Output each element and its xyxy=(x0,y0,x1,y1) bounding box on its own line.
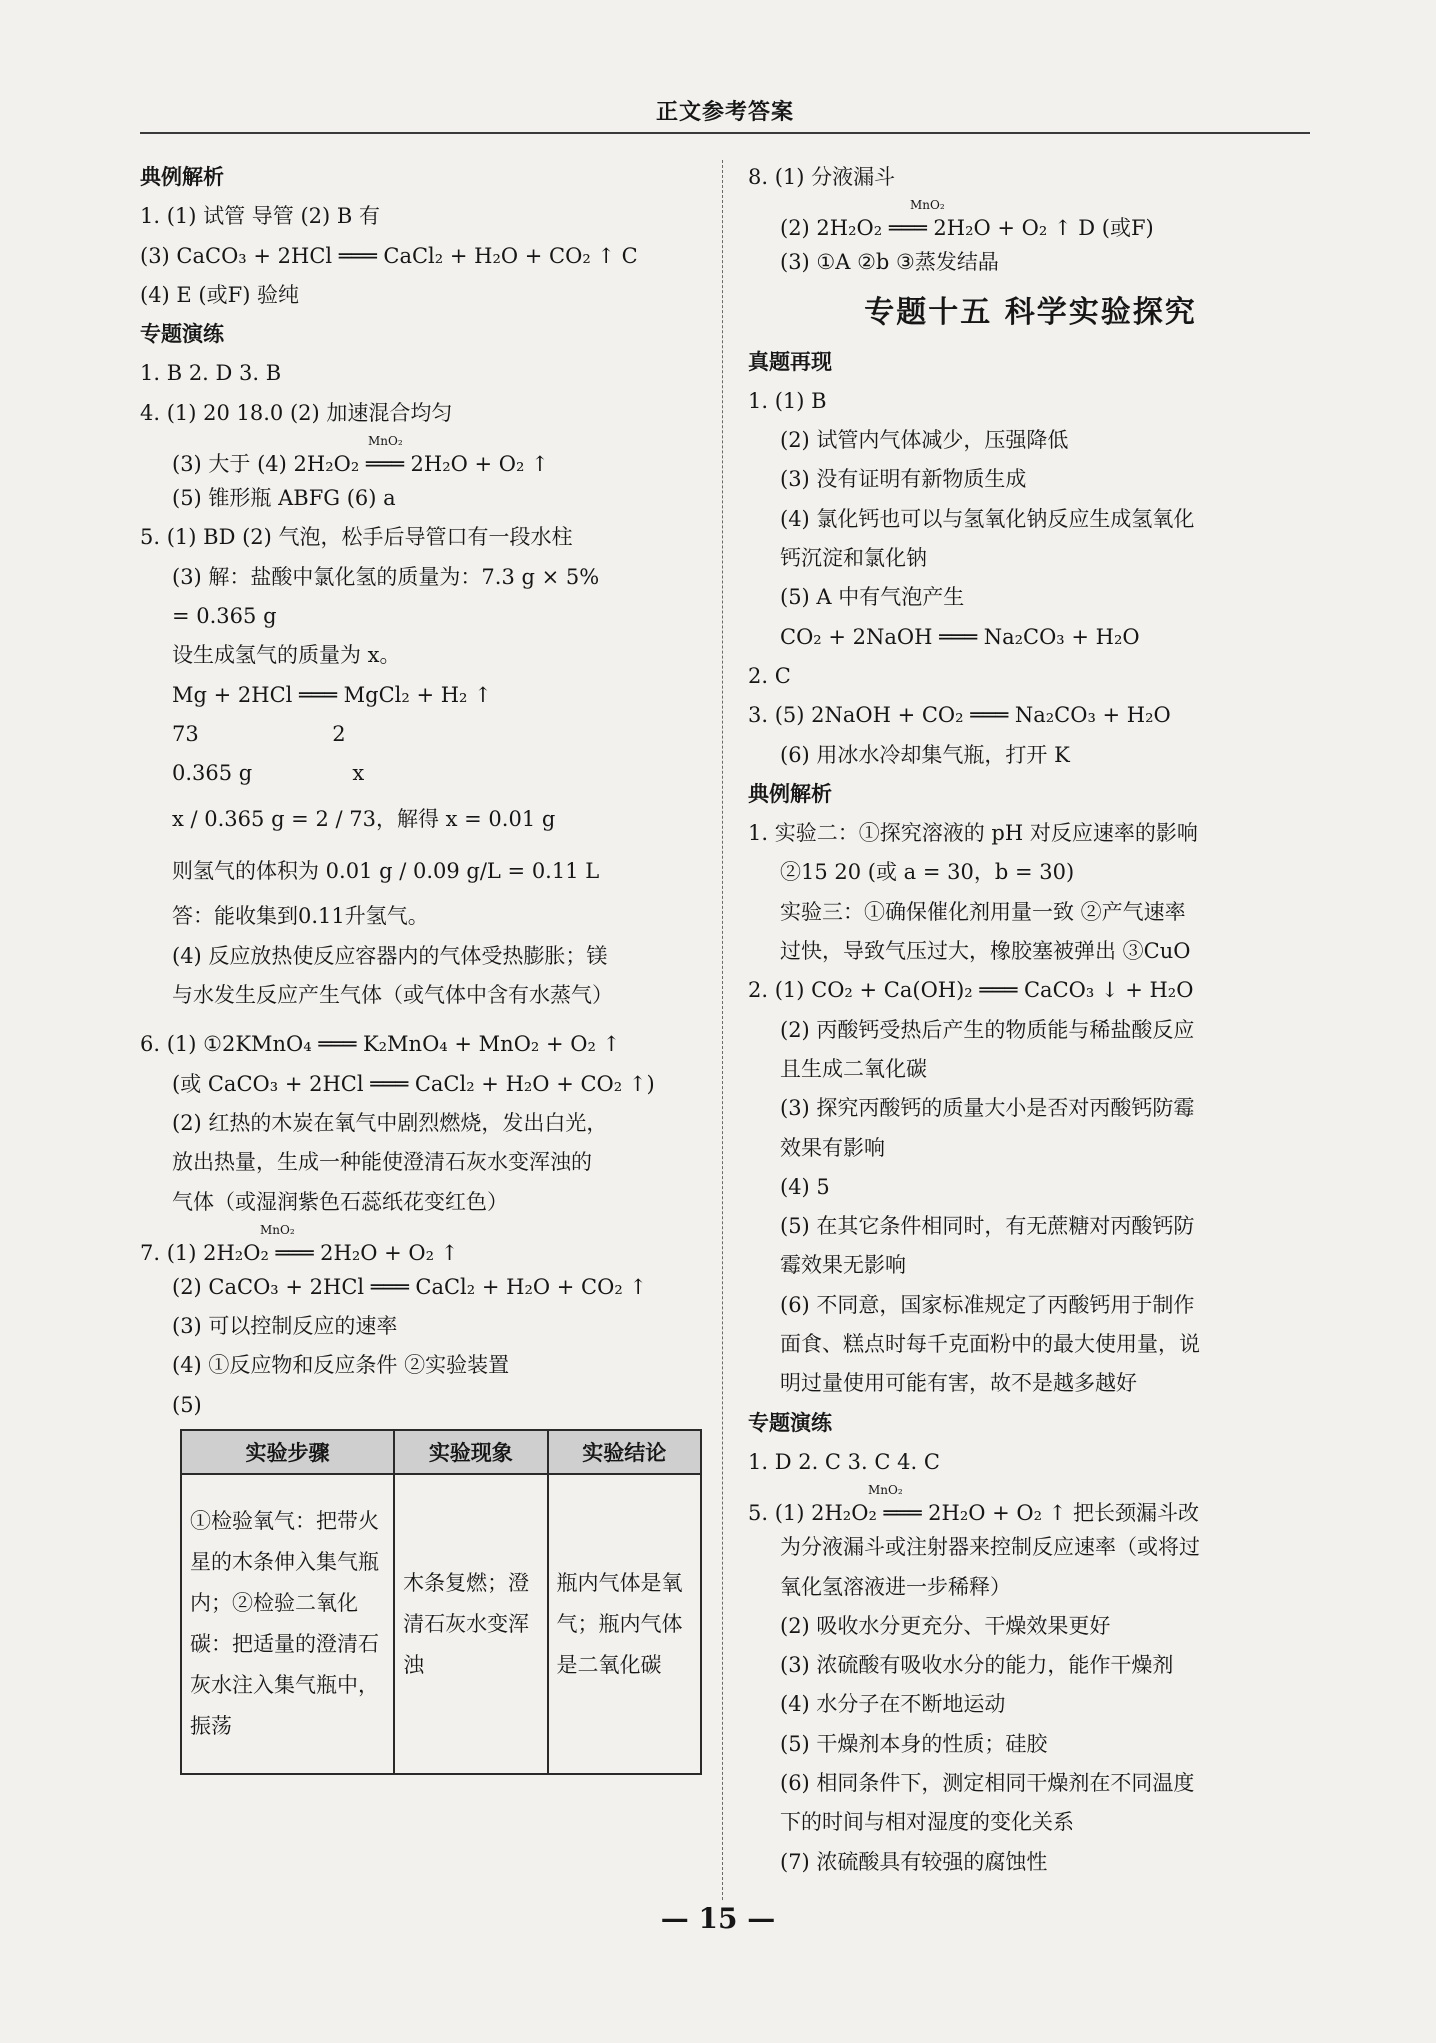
answer-line: (4) ①反应物和反应条件 ②实验装置 xyxy=(172,1353,510,1378)
table-cell: 瓶内气体是氧气；瓶内气体是二氧化碳 xyxy=(548,1474,701,1774)
right-column xyxy=(748,158,1313,1882)
answer-line: 设生成氢气的质量为 x。 xyxy=(172,643,401,668)
page-number: — 15 — xyxy=(660,1902,776,1935)
answer-line: 过快，导致气压过大，橡胶塞被弹出 ③CuO xyxy=(780,939,1191,964)
left-column xyxy=(140,158,705,1775)
answer-line: 实验三：①确保催化剂用量一致 ②产气速率 xyxy=(780,899,1186,924)
header-title: 正文参考答案 xyxy=(655,100,794,125)
equation-line: 0.365 g x xyxy=(172,761,365,786)
equation-line: 73 2 xyxy=(172,721,346,746)
answer-line: 2. (1) CO₂ + Ca(OH)₂ ═══ CaCO₃ ↓ + H₂O xyxy=(748,978,1194,1003)
answer-line: 3. (5) 2NaOH + CO₂ ═══ Na₂CO₃ + H₂O xyxy=(748,703,1171,728)
answer-line: 钙沉淀和氯化钠 xyxy=(780,546,927,571)
answer-line: 与水发生反应产生气体（或气体中含有水蒸气） xyxy=(172,983,613,1008)
answer-line: 7. (1) 2H₂O₂ ═══ 2H₂O + O₂ ↑ xyxy=(140,1240,459,1265)
column-divider xyxy=(722,160,723,1900)
page-header xyxy=(140,96,1310,134)
equation-line: CO₂ + 2NaOH ═══ Na₂CO₃ + H₂O xyxy=(780,624,1140,649)
answer-line: 为分液漏斗或注射器来控制反应速率（或将过 xyxy=(780,1535,1200,1560)
table-cell: 木条复燃；澄清石灰水变浑浊 xyxy=(394,1474,547,1774)
answer-line: = 0.365 g xyxy=(172,603,277,628)
catalyst-label: MnO₂ xyxy=(368,434,403,449)
table-row xyxy=(181,1474,701,1774)
table-header: 实验现象 xyxy=(394,1430,547,1474)
answer-line: 1. (1) 试管 导管 (2) B 有 xyxy=(140,204,381,229)
answer-line: (5) 干燥剂本身的性质；硅胶 xyxy=(780,1731,1048,1756)
answer-line: 8. (1) 分液漏斗 xyxy=(748,165,896,189)
answer-line: (5) 锥形瓶 ABFG (6) a xyxy=(172,486,396,511)
section-heading: 专题演练 xyxy=(748,1410,832,1435)
section-heading: 真题再现 xyxy=(748,349,832,374)
answer-line: (5) A 中有气泡产生 xyxy=(780,585,965,610)
answer-line: (6) 不同意，国家标准规定了丙酸钙用于制作 xyxy=(780,1292,1195,1317)
answer-line: 下的时间与相对湿度的变化关系 xyxy=(780,1810,1074,1835)
answer-line: (2) 2H₂O₂ ═══ 2H₂O + O₂ ↑ D (或F) xyxy=(780,216,1154,241)
answer-line: 1. D 2. C 3. C 4. C xyxy=(748,1449,940,1474)
experiment-table xyxy=(180,1429,702,1775)
table-header: 实验步骤 xyxy=(181,1430,394,1474)
answer-line: 1. 实验二：①探究溶液的 pH 对反应速率的影响 xyxy=(748,821,1198,846)
answer-line: (4) 反应放热使反应容器内的气体受热膨胀；镁 xyxy=(172,943,608,968)
answer-line: (2) 试管内气体减少，压强降低 xyxy=(780,428,1069,453)
answer-line: (4) 氯化钙也可以与氢氧化钠反应生成氢氧化 xyxy=(780,506,1195,531)
table-cell: ①检验氧气：把带火星的木条伸入集气瓶内；②检验二氧化碳：把适量的澄清石灰水注入集气瓶中，振荡 xyxy=(181,1474,394,1774)
answer-line: 2. C xyxy=(748,663,791,688)
answer-line: (4) E (或F) 验纯 xyxy=(140,282,300,307)
answer-line: (4) 水分子在不断地运动 xyxy=(780,1692,1006,1717)
answer-line: 效果有影响 xyxy=(780,1135,885,1160)
answer-line: 答：能收集到0.11升氢气。 xyxy=(172,904,429,929)
answer-line: (2) 丙酸钙受热后产生的物质能与稀盐酸反应 xyxy=(780,1017,1195,1042)
catalyst-label: MnO₂ xyxy=(260,1222,295,1237)
answer-line: 面食、糕点时每千克面粉中的最大使用量，说 xyxy=(780,1332,1200,1357)
answer-line: (2) 吸收水分更充分、干燥效果更好 xyxy=(780,1613,1111,1638)
answer-line: (3) 解：盐酸中氯化氢的质量为：7.3 g × 5% xyxy=(172,564,600,589)
answer-line: 放出热量，生成一种能使澄清石灰水变浑浊的 xyxy=(172,1150,592,1175)
answer-line: 6. (1) ①2KMnO₄ ═══ K₂MnO₄ + MnO₂ + O₂ ↑ xyxy=(140,1032,621,1057)
answer-line: (5) 在其它条件相同时，有无蔗糖对丙酸钙防 xyxy=(780,1214,1195,1239)
answer-line: 氧化氢溶液进一步稀释） xyxy=(780,1574,1011,1599)
answer-line: (5) xyxy=(172,1392,202,1417)
equation-line: x / 0.365 g = 2 / 73，解得 x = 0.01 g xyxy=(172,807,556,832)
answer-line: (7) 浓硫酸具有较强的腐蚀性 xyxy=(780,1849,1048,1874)
answer-line: 气体（或湿润紫色石蕊纸花变红色） xyxy=(172,1189,508,1214)
answer-line: 且生成二氧化碳 xyxy=(780,1056,927,1081)
answer-line: (6) 相同条件下，测定相同干燥剂在不同温度 xyxy=(780,1770,1195,1795)
table-header: 实验结论 xyxy=(548,1430,701,1474)
table-header-row xyxy=(181,1430,701,1474)
answer-line: (4) 5 xyxy=(780,1174,830,1199)
answer-line: (3) 探究丙酸钙的质量大小是否对丙酸钙防霉 xyxy=(780,1096,1195,1121)
section-heading: 典例解析 xyxy=(748,781,832,806)
answer-line: (3) 大于 (4) 2H₂O₂ ═══ 2H₂O + O₂ ↑ xyxy=(172,452,549,477)
answer-line: (3) ①A ②b ③蒸发结晶 xyxy=(780,250,999,275)
answer-line: 5. (1) 2H₂O₂ ═══ 2H₂O + O₂ ↑ 把长颈漏斗改 xyxy=(748,1501,1199,1526)
answer-line: (3) 浓硫酸有吸收水分的能力，能作干燥剂 xyxy=(780,1653,1174,1678)
section-heading: 典例解析 xyxy=(140,165,224,189)
answer-line: 1. (1) B xyxy=(748,388,827,413)
answer-line: (2) CaCO₃ + 2HCl ═══ CaCl₂ + H₂O + CO₂ ↑ xyxy=(172,1274,648,1299)
equation-line: Mg + 2HCl ═══ MgCl₂ + H₂ ↑ xyxy=(172,682,492,707)
answer-line: (3) 可以控制反应的速率 xyxy=(172,1314,398,1339)
answer-line: (3) 没有证明有新物质生成 xyxy=(780,467,1027,492)
answer-line: 则氢气的体积为 0.01 g / 0.09 g/L = 0.11 L xyxy=(172,859,600,884)
answer-line: ②15 20 (或 a = 30，b = 30) xyxy=(780,860,1075,885)
answer-line: 明过量使用可能有害，故不是越多越好 xyxy=(780,1371,1137,1396)
answer-line: (或 CaCO₃ + 2HCl ═══ CaCl₂ + H₂O + CO₂ ↑) xyxy=(172,1071,655,1096)
answer-line: (2) 红热的木炭在氧气中剧烈燃烧，发出白光， xyxy=(172,1110,608,1135)
answer-line: 霉效果无影响 xyxy=(780,1253,906,1278)
answer-line: (3) CaCO₃ + 2HCl ═══ CaCl₂ + H₂O + CO₂ ↑ C xyxy=(140,243,638,268)
answer-line: (6) 用冰水冷却集气瓶，打开 K xyxy=(780,742,1070,767)
catalyst-label: MnO₂ xyxy=(910,198,945,213)
answer-line: 4. (1) 20 18.0 (2) 加速混合均匀 xyxy=(140,400,453,425)
answer-line: 5. (1) BD (2) 气泡，松手后导管口有一段水柱 xyxy=(140,525,573,550)
section-heading: 专题演练 xyxy=(140,322,224,347)
topic-title: 专题十五 科学实验探究 xyxy=(864,294,1197,330)
catalyst-label: MnO₂ xyxy=(868,1483,903,1498)
answer-line: 1. B 2. D 3. B xyxy=(140,361,282,386)
